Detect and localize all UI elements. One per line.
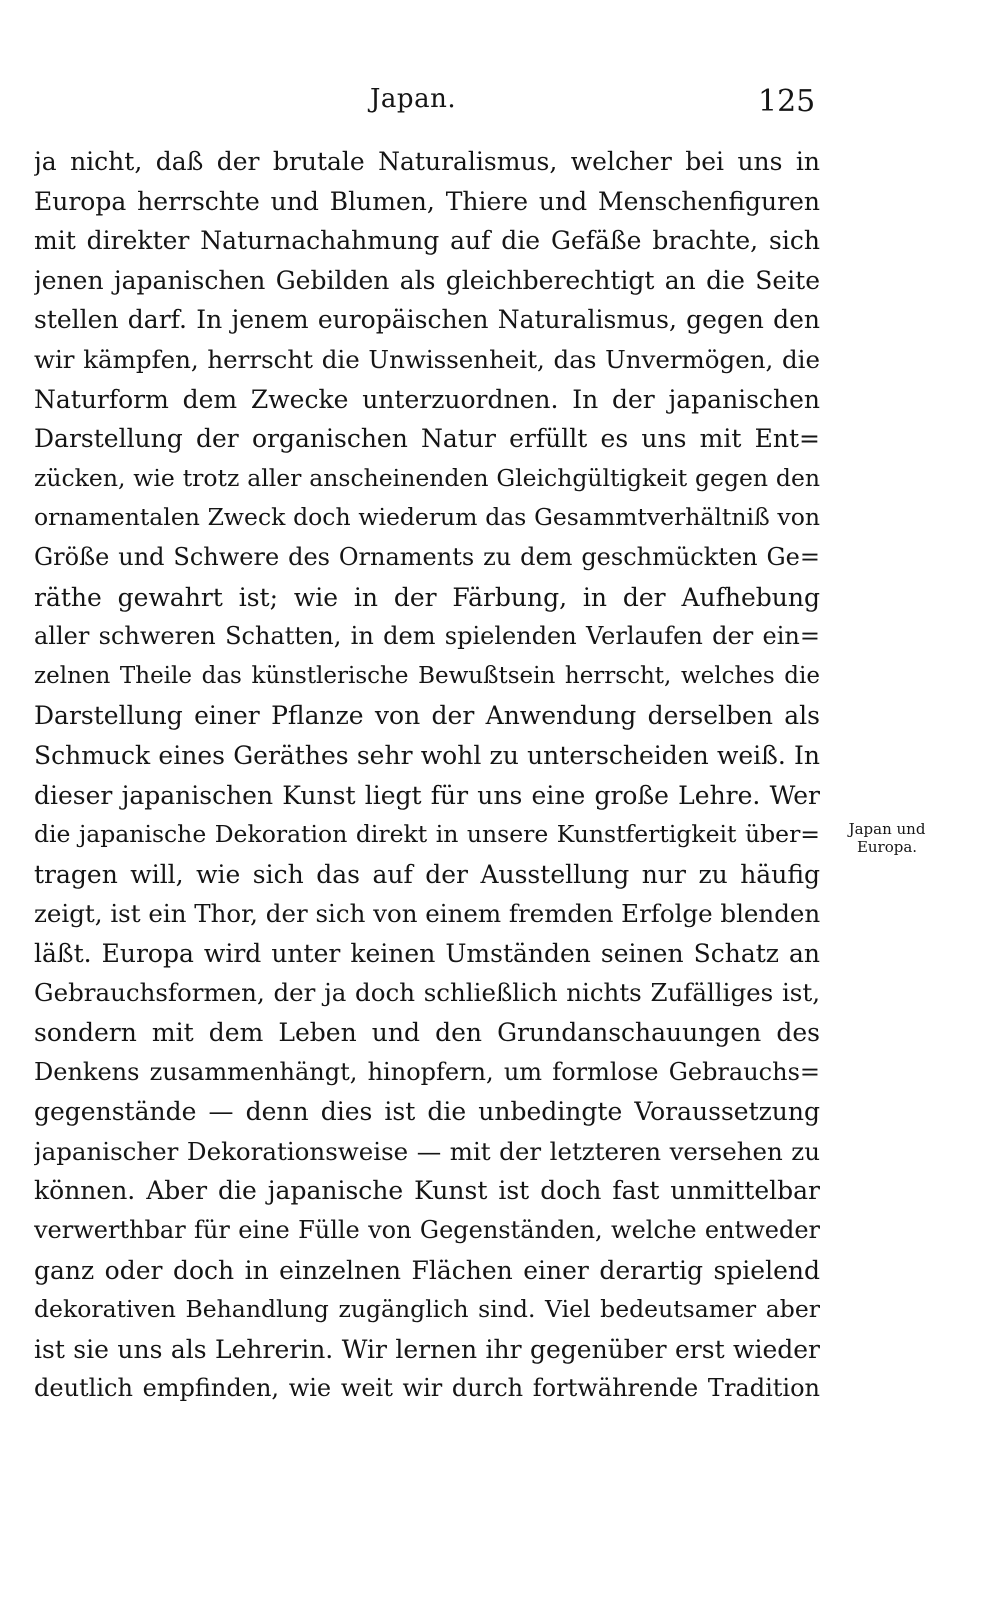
text-line: Europa herrschte und Blumen, Thiere und Menschenfiguren — [34, 186, 820, 216]
text-line: deutlich empfinden, wie weit wir durch fortwährende Tradition — [34, 1374, 820, 1403]
text-line: mit direkter Naturnachahmung auf die Gefäße brachte, sich — [34, 226, 820, 256]
text-line: die japanische Dekoration direkt in unsere Kunstfertigkeit über= — [34, 820, 820, 849]
text-line: japanischer Dekorationsweise — mit der letzteren versehen zu — [34, 1136, 820, 1166]
text-line: ja nicht, daß der brutale Naturalismus, welcher bei uns in — [34, 147, 820, 176]
text-line: läßt. Europa wird unter keinen Umständen seinen Schatz an — [34, 938, 820, 968]
text-line: Naturform dem Zwecke unterzuordnen. In der japanischen — [34, 384, 820, 414]
text-line: ornamentalen Zweck doch wiederum das Gesammtverhältniß von — [34, 503, 820, 532]
text-line: aller schweren Schatten, in dem spielenden Verlaufen der ein= — [34, 622, 820, 651]
page-number: 125 — [758, 84, 816, 119]
text-line: sondern mit dem Leben und den Grundanschauungen des — [34, 1018, 820, 1048]
text-line: wir kämpfen, herrscht die Unwissenheit, das Unvermögen, die — [34, 344, 820, 374]
margin-note — [832, 820, 942, 856]
text-line: verwerthbar für eine Fülle von Gegenständen, welche entweder — [34, 1216, 820, 1245]
text-line: Größe und Schwere des Ornaments zu dem geschmückten Ge= — [34, 542, 820, 571]
text-line: zeigt, ist ein Thor, der sich von einem fremden Erfolge blenden — [34, 899, 820, 929]
text-line: räthe gewahrt ist; wie in der Färbung, in der Aufhebung — [34, 582, 820, 612]
text-line: stellen darf. In jenem europäischen Naturalismus, gegen den — [34, 305, 820, 335]
text-line: Darstellung einer Pflanze von der Anwendung derselben als — [34, 701, 820, 731]
margin-note-line: Japan und — [848, 820, 926, 838]
text-line: ist sie uns als Lehrerin. Wir lernen ihr gegenüber erst wieder — [34, 1334, 820, 1364]
text-line: ganz oder doch in einzelnen Flächen einer derartig spielend — [34, 1255, 820, 1285]
running-title: Japan. — [370, 84, 457, 114]
margin-note-line: Europa. — [856, 838, 918, 856]
text-line: zelnen Theile das künstlerische Bewußtsein herrscht, welches die — [34, 662, 820, 689]
text-line: zücken, wie trotz aller anscheinenden Gleichgültigkeit gegen den — [34, 463, 820, 492]
text-line: Darstellung der organischen Natur erfüllt es uns mit Ent= — [34, 424, 820, 454]
text-line: Schmuck eines Geräthes sehr wohl zu unterscheiden weiß. In — [34, 740, 820, 770]
body-text — [34, 142, 820, 1409]
text-line: tragen will, wie sich das auf der Ausstellung nur zu häufig — [34, 859, 820, 889]
text-line: dekorativen Behandlung zugänglich sind. Viel bedeutsamer aber — [34, 1295, 820, 1324]
text-line: jenen japanischen Gebilden als gleichberechtigt an die Seite — [34, 265, 820, 295]
text-line: gegenstände — denn dies ist die unbedingte Voraussetzung — [34, 1097, 820, 1127]
text-line: dieser japanischen Kunst liegt für uns eine große Lehre. Wer — [34, 780, 820, 810]
text-line: Denkens zusammenhängt, hinopfern, um formlose Gebrauchs= — [34, 1057, 820, 1086]
text-line: Gebrauchsformen, der ja doch schließlich nichts Zufälliges ist, — [34, 978, 820, 1008]
text-line: können. Aber die japanische Kunst ist doch fast unmittelbar — [34, 1176, 820, 1206]
